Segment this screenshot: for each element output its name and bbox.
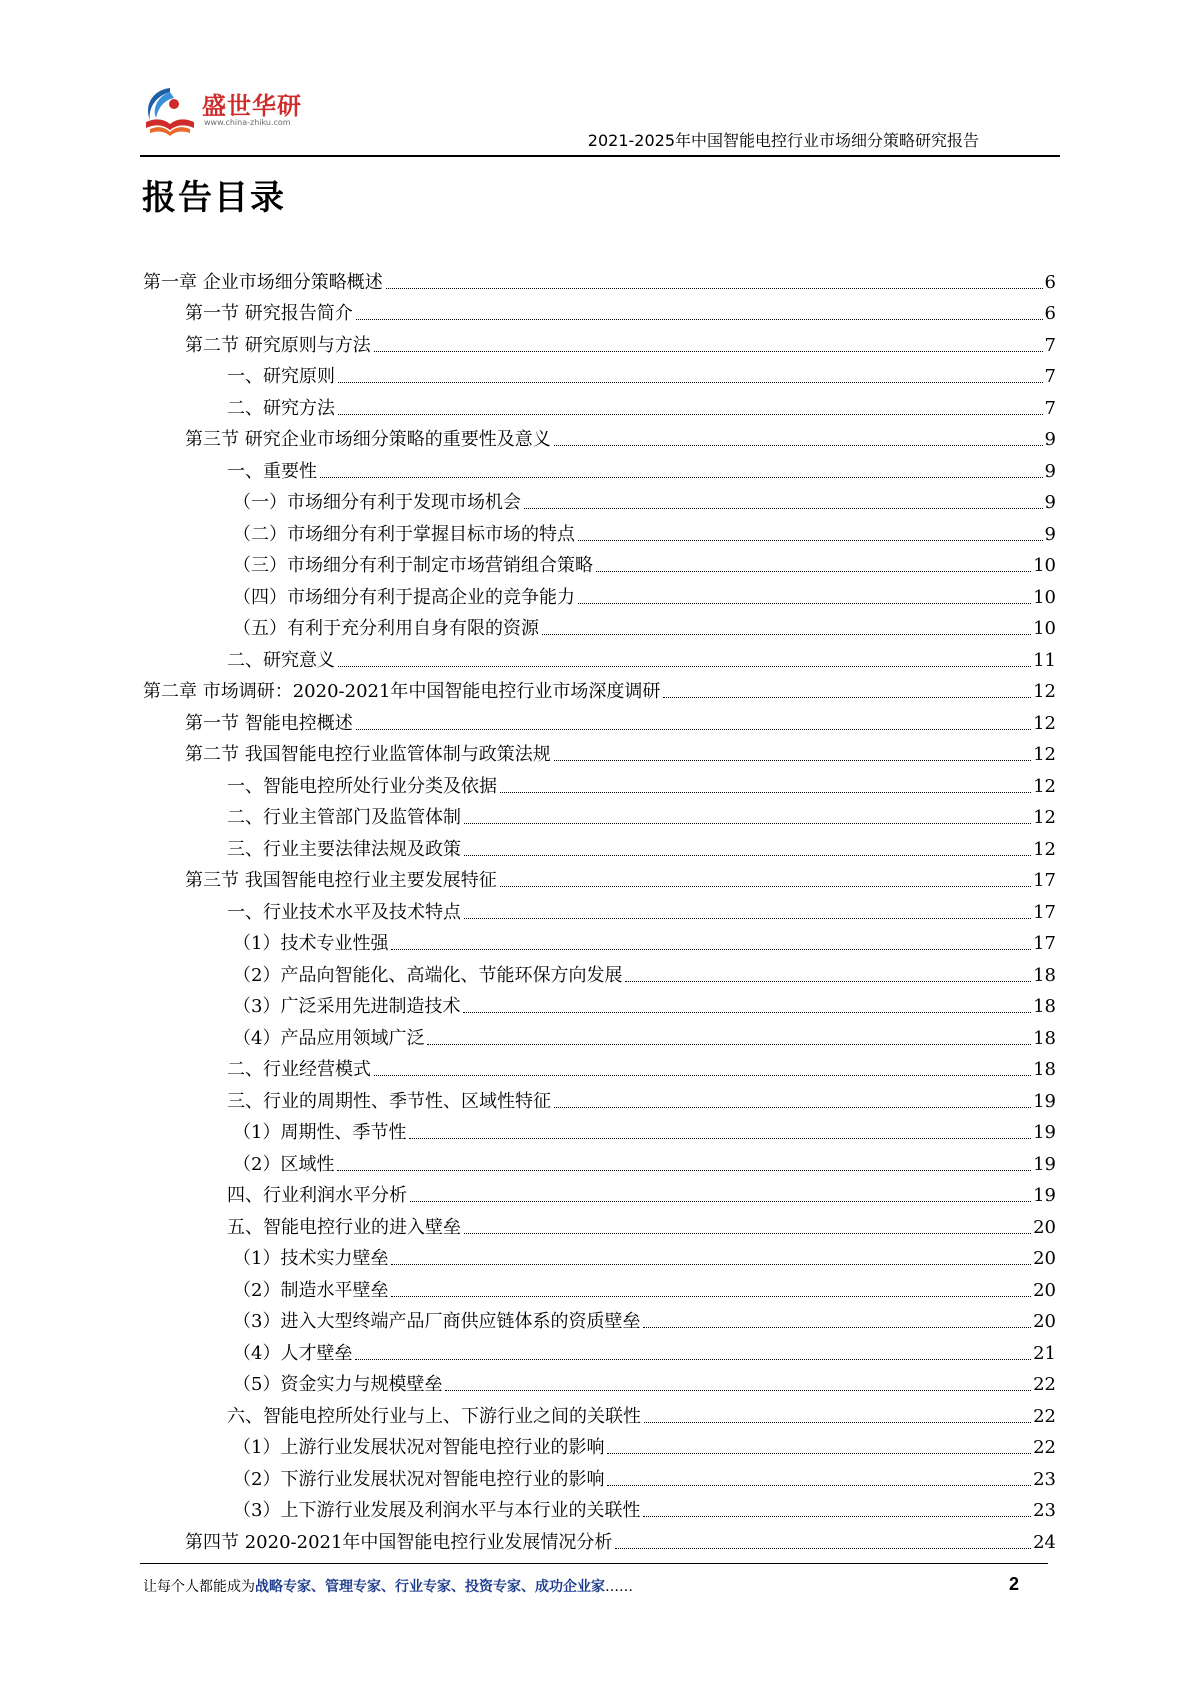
toc-entry-page: 18 <box>1033 1059 1056 1080</box>
toc-entry-page: 12 <box>1033 744 1056 765</box>
toc-entry[interactable] <box>143 1207 1056 1239</box>
toc-entry-page: 19 <box>1033 1122 1056 1143</box>
toc-dot-leader <box>409 1138 1031 1139</box>
toc-entry[interactable] <box>143 1081 1056 1113</box>
toc-dot-leader <box>625 981 1031 982</box>
toc-entry-text: （2）区域性 <box>233 1153 335 1175</box>
footer-motto <box>143 1576 633 1596</box>
toc-dot-leader <box>320 477 1043 478</box>
toc-title: 报告目录 <box>142 178 286 218</box>
toc-entry-page: 11 <box>1033 649 1056 671</box>
toc-dot-leader <box>607 1485 1031 1486</box>
toc-dot-leader <box>554 1107 1031 1108</box>
toc-entry-page: 7 <box>1044 366 1056 387</box>
toc-entry-text: （2）产品向智能化、高端化、节能环保方向发展 <box>233 964 623 986</box>
toc-entry-text: （4）产品应用领域广泛 <box>233 1027 425 1049</box>
toc-dot-leader <box>338 666 1031 667</box>
toc-entry-page: 24 <box>1033 1531 1056 1553</box>
toc-entry-text: （四）市场细分有利于提高企业的竞争能力 <box>233 586 575 608</box>
toc-entry-page: 18 <box>1033 996 1056 1017</box>
toc-entry[interactable] <box>143 420 1056 452</box>
toc-dot-leader <box>464 918 1031 919</box>
toc-entry[interactable] <box>143 1522 1056 1554</box>
toc-dot-leader <box>427 1044 1031 1045</box>
toc-dot-leader <box>463 1012 1031 1013</box>
toc-entry[interactable] <box>143 1239 1056 1271</box>
toc-entry-text: 六、智能电控所处行业与上、下游行业之间的关联性 <box>227 1405 641 1427</box>
toc-entry-text: 一、行业技术水平及技术特点 <box>227 901 461 923</box>
toc-entry-text: （一）市场细分有利于发现市场机会 <box>233 492 521 513</box>
toc-entry[interactable] <box>143 609 1056 641</box>
toc-entry[interactable] <box>143 735 1056 767</box>
toc-dot-leader <box>578 540 1043 541</box>
toc-entry[interactable] <box>143 1302 1056 1334</box>
toc-entry-page: 12 <box>1033 838 1056 860</box>
toc-entry[interactable] <box>143 861 1056 893</box>
toc-entry-text: （1）技术专业性强 <box>233 933 389 954</box>
toc-entry-page: 22 <box>1033 1374 1056 1395</box>
toc-entry[interactable] <box>143 546 1056 578</box>
toc-dot-leader <box>615 1548 1031 1549</box>
toc-entry[interactable] <box>143 357 1056 389</box>
toc-entry-page: 12 <box>1033 681 1056 702</box>
motto-prefix: 让每个人都能成为 <box>143 1579 255 1595</box>
toc-entry-text: （1）周期性、季节性 <box>233 1122 407 1143</box>
logo-url: www.china-zhiku.com <box>204 118 291 127</box>
toc-entry[interactable] <box>143 483 1056 515</box>
toc-entry-text: 一、研究原则 <box>227 366 335 387</box>
toc-dot-leader <box>338 382 1043 383</box>
motto-highlight: 战略专家、管理专家、行业专家、投资专家、成功企业家 <box>255 1579 605 1595</box>
toc-dot-leader <box>643 1516 1031 1517</box>
toc-entry-page: 23 <box>1033 1468 1056 1490</box>
toc-entry-page: 12 <box>1033 807 1056 828</box>
toc-dot-leader <box>356 319 1043 320</box>
toc-dot-leader <box>578 603 1031 604</box>
toc-entry-page: 9 <box>1044 460 1056 482</box>
toc-dot-leader <box>596 571 1031 572</box>
toc-entry[interactable] <box>143 262 1056 294</box>
toc-entry-text: （三）市场细分有利于制定市场营销组合策略 <box>233 555 593 576</box>
toc-entry-text: 一、重要性 <box>227 460 317 482</box>
toc-entry-text: 三、行业主要法律法规及政策 <box>227 838 461 860</box>
toc-entry-page: 20 <box>1033 1216 1056 1238</box>
toc-entry-page: 23 <box>1033 1500 1056 1521</box>
toc-dot-leader <box>374 351 1043 352</box>
toc-entry-page: 18 <box>1033 964 1056 986</box>
toc-dot-leader <box>500 886 1031 887</box>
toc-dot-leader <box>374 1075 1031 1076</box>
toc-dot-leader <box>663 697 1031 698</box>
toc-entry[interactable] <box>143 987 1056 1019</box>
toc-entry-text: （3）进入大型终端产品厂商供应链体系的资质壁垒 <box>233 1311 641 1332</box>
toc-dot-leader <box>337 1170 1031 1171</box>
toc-entry-text: （3）广泛采用先进制造技术 <box>233 996 461 1017</box>
toc-entry-text: 二、研究方法 <box>227 397 335 419</box>
toc-entry-page: 22 <box>1033 1437 1056 1458</box>
toc-entry[interactable] <box>143 577 1056 609</box>
toc-entry-text: （五）有利于充分利用自身有限的资源 <box>233 618 539 639</box>
toc-entry[interactable] <box>143 1270 1056 1302</box>
toc-dot-leader <box>500 792 1031 793</box>
table-of-contents <box>143 262 1056 1554</box>
toc-dot-leader <box>524 508 1043 509</box>
toc-entry-text: （2）下游行业发展状况对智能电控行业的影响 <box>233 1468 605 1490</box>
toc-entry-text: 第三节 研究企业市场细分策略的重要性及意义 <box>185 429 551 450</box>
toc-dot-leader <box>464 1233 1031 1234</box>
toc-entry-text: 一、智能电控所处行业分类及依据 <box>227 775 497 797</box>
toc-entry-text: （3）上下游行业发展及利润水平与本行业的关联性 <box>233 1500 641 1521</box>
toc-entry[interactable] <box>143 1050 1056 1082</box>
toc-dot-leader <box>355 1359 1031 1360</box>
toc-entry[interactable] <box>143 451 1056 483</box>
toc-dot-leader <box>554 760 1031 761</box>
toc-dot-leader <box>644 1422 1031 1423</box>
toc-dot-leader <box>410 1201 1031 1202</box>
logo-emblem-icon <box>140 82 200 142</box>
toc-entry[interactable] <box>143 703 1056 735</box>
toc-entry[interactable] <box>143 1333 1056 1365</box>
toc-entry-text: 二、行业主管部门及监管体制 <box>227 807 461 828</box>
toc-entry-text: 二、研究意义 <box>227 649 335 671</box>
toc-entry-text: （1）上游行业发展状况对智能电控行业的影响 <box>233 1437 605 1458</box>
toc-entry[interactable] <box>143 1396 1056 1428</box>
header-divider <box>140 155 1060 157</box>
page-number: 2 <box>1009 1574 1020 1594</box>
toc-entry-page: 9 <box>1044 492 1056 513</box>
company-logo <box>140 82 310 146</box>
toc-entry[interactable] <box>143 924 1056 956</box>
toc-entry[interactable] <box>143 1491 1056 1523</box>
toc-entry[interactable] <box>143 388 1056 420</box>
toc-entry-text: （4）人才壁垒 <box>233 1342 353 1364</box>
toc-dot-leader <box>338 414 1043 415</box>
toc-entry-text: 第二节 研究原则与方法 <box>185 334 371 356</box>
toc-entry-page: 20 <box>1033 1248 1056 1269</box>
toc-entry-page: 19 <box>1033 1185 1056 1206</box>
toc-entry[interactable] <box>143 325 1056 357</box>
toc-entry-text: 二、行业经营模式 <box>227 1059 371 1080</box>
toc-dot-leader <box>607 1453 1031 1454</box>
toc-entry[interactable] <box>143 1113 1056 1145</box>
toc-entry[interactable] <box>143 1018 1056 1050</box>
toc-entry[interactable] <box>143 766 1056 798</box>
toc-entry-text: 五、智能电控行业的进入壁垒 <box>227 1216 461 1238</box>
toc-entry-page: 6 <box>1044 271 1056 293</box>
toc-dot-leader <box>391 1264 1031 1265</box>
toc-entry-page: 10 <box>1033 618 1056 639</box>
toc-entry-text: 四、行业利润水平分析 <box>227 1185 407 1206</box>
toc-entry-page: 19 <box>1033 1153 1056 1175</box>
toc-entry-page: 19 <box>1033 1090 1056 1112</box>
toc-entry-text: 第二章 市场调研：2020-2021年中国智能电控行业市场深度调研 <box>143 681 661 702</box>
report-header-title: 2021-2025年中国智能电控行业市场细分策略研究报告 <box>587 131 979 150</box>
toc-entry-text: 第四节 2020-2021年中国智能电控行业发展情况分析 <box>185 1531 613 1553</box>
toc-entry-text: 第三节 我国智能电控行业主要发展特征 <box>185 870 497 891</box>
footer-divider <box>140 1563 1048 1564</box>
toc-entry[interactable] <box>143 672 1056 704</box>
toc-entry-text: 第一节 智能电控概述 <box>185 712 353 734</box>
toc-entry[interactable] <box>143 955 1056 987</box>
toc-dot-leader <box>356 729 1031 730</box>
toc-entry-text: （5）资金实力与规模壁垒 <box>233 1374 443 1395</box>
toc-entry-page: 9 <box>1044 523 1056 545</box>
toc-dot-leader <box>391 1296 1031 1297</box>
toc-dot-leader <box>445 1390 1031 1391</box>
toc-entry[interactable] <box>143 1176 1056 1208</box>
toc-entry[interactable] <box>143 892 1056 924</box>
toc-entry-page: 20 <box>1033 1279 1056 1301</box>
toc-dot-leader <box>464 855 1031 856</box>
toc-dot-leader <box>542 634 1031 635</box>
toc-entry-page: 18 <box>1033 1027 1056 1049</box>
toc-dot-leader <box>464 823 1031 824</box>
toc-entry-page: 12 <box>1033 775 1056 797</box>
toc-entry-text: 第一节 研究报告简介 <box>185 303 353 324</box>
toc-entry-page: 10 <box>1033 555 1056 576</box>
toc-entry-page: 10 <box>1033 586 1056 608</box>
toc-entry-text: 三、行业的周期性、季节性、区域性特征 <box>227 1090 551 1112</box>
toc-dot-leader <box>554 445 1043 446</box>
toc-entry[interactable] <box>143 829 1056 861</box>
toc-entry[interactable] <box>143 1459 1056 1491</box>
toc-entry[interactable] <box>143 294 1056 326</box>
toc-entry-page: 6 <box>1044 303 1056 324</box>
toc-entry-page: 7 <box>1044 397 1056 419</box>
toc-entry[interactable] <box>143 514 1056 546</box>
motto-suffix: …… <box>605 1579 633 1595</box>
toc-entry-text: 第一章 企业市场细分策略概述 <box>143 271 383 293</box>
toc-entry[interactable] <box>143 1144 1056 1176</box>
toc-entry[interactable] <box>143 640 1056 672</box>
toc-entry-page: 22 <box>1033 1405 1056 1427</box>
toc-entry-page: 20 <box>1033 1311 1056 1332</box>
toc-dot-leader <box>391 949 1031 950</box>
toc-entry-page: 17 <box>1033 901 1056 923</box>
toc-entry-page: 9 <box>1044 429 1056 450</box>
toc-dot-leader <box>386 288 1043 289</box>
toc-entry-page: 7 <box>1044 334 1056 356</box>
toc-entry-page: 17 <box>1033 870 1056 891</box>
toc-entry[interactable] <box>143 1428 1056 1460</box>
toc-entry-text: （1）技术实力壁垒 <box>233 1248 389 1269</box>
logo-name: 盛世华研 <box>202 92 302 120</box>
toc-entry[interactable] <box>143 798 1056 830</box>
toc-entry-text: （2）制造水平壁垒 <box>233 1279 389 1301</box>
toc-entry-text: 第二节 我国智能电控行业监管体制与政策法规 <box>185 744 551 765</box>
toc-entry-page: 12 <box>1033 712 1056 734</box>
toc-dot-leader <box>643 1327 1031 1328</box>
toc-entry-page: 17 <box>1033 933 1056 954</box>
toc-entry-page: 21 <box>1033 1342 1056 1364</box>
toc-entry[interactable] <box>143 1365 1056 1397</box>
toc-entry-text: （二）市场细分有利于掌握目标市场的特点 <box>233 523 575 545</box>
